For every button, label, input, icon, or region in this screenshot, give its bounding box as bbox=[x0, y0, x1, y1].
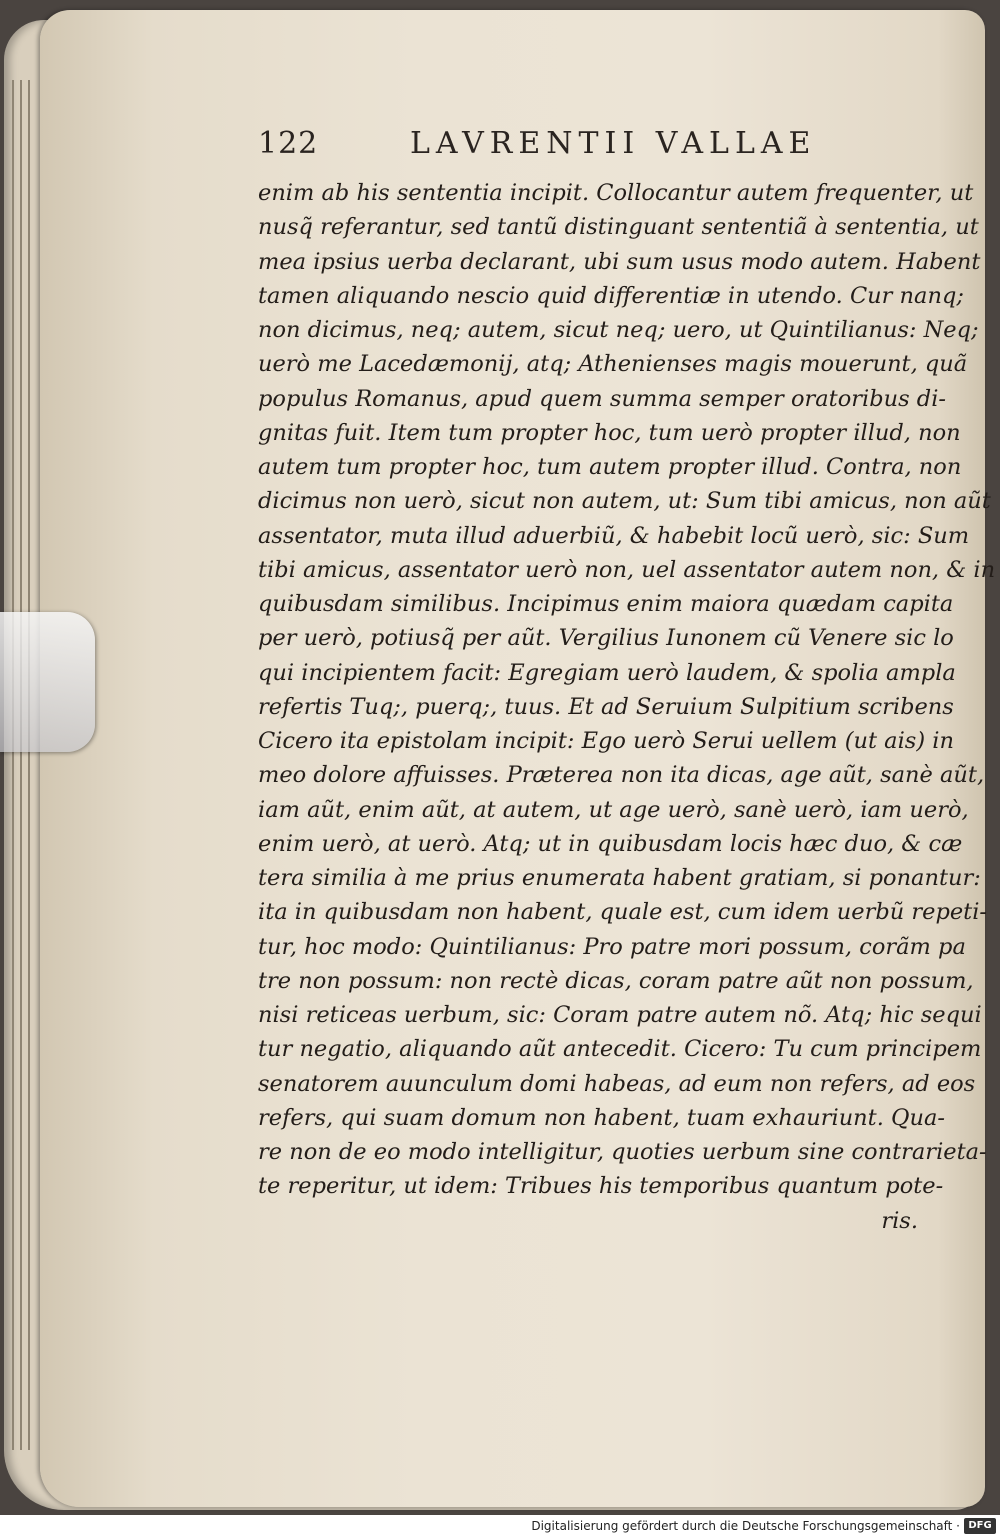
text-line: te reperitur, ut idem: Tribues his temporibus quantum pote- bbox=[258, 1173, 944, 1200]
text-line: mea ipsius uerba declarant, ubi sum usus modo autem. Habent bbox=[258, 248, 981, 275]
text-line: iam aũt, enim aũt, at autem, ut age uerò, sanè uerò, iam uerò, bbox=[258, 796, 969, 823]
text-line: tamen aliquando nescio quid differentiæ in utendo. Cur nanq; bbox=[258, 282, 964, 309]
text-line: uerò me Lacedæmonij, atq; Athenienses magis mouerunt, quã bbox=[258, 351, 968, 378]
text-line: non dicimus, neq; autem, sicut neq; uero, ut Quintilianus: Neq; bbox=[258, 317, 979, 343]
page-edge bbox=[28, 80, 30, 1450]
text-line: tur, hoc modo: Quintilianus: Pro patre mori possum, corãm pa bbox=[258, 933, 966, 960]
text-line: re non de eo modo intelligitur, quoties uerbum sine contrarieta- bbox=[258, 1139, 987, 1165]
dfg-logo: DFG bbox=[964, 1518, 996, 1534]
funding-credit: Digitalisierung gefördert durch die Deutsche Forschungsgemeinschaft · bbox=[531, 1519, 960, 1533]
text-line: assentator, muta illud aduerbiũ, & habebit locũ uerò, sic: Sum bbox=[258, 522, 970, 549]
footer-bar bbox=[0, 1515, 1000, 1539]
text-line: meo dolore affuisses. Præterea non ita dicas, age aũt, sanè aũt, bbox=[258, 762, 985, 789]
catchword-line: ris. bbox=[881, 1207, 918, 1234]
text-line: quibusdam similibus. Incipimus enim maiora quædam capita bbox=[258, 591, 954, 617]
text-line: enim ab his sententia incipit. Collocantur autem frequenter, ut bbox=[258, 180, 974, 206]
text-line: enim uerò, at uerò. Atq; ut in quibusdam locis hæc duo, & cæ bbox=[258, 830, 963, 857]
text-line: senatorem auunculum domi habeas, ad eum non refers, ad eos bbox=[258, 1070, 976, 1097]
text-line: qui incipientem facit: Egregiam uerò laudem, & spolia ampla bbox=[258, 659, 956, 686]
body-text bbox=[258, 176, 996, 1238]
page-number: 122 bbox=[258, 126, 319, 161]
text-line: tibi amicus, assentator uerò non, uel assentator autem non, & in bbox=[258, 556, 996, 583]
paper-clip bbox=[0, 612, 95, 752]
text-line: ita in quibusdam non habent, quale est, cum idem uerbũ repeti- bbox=[258, 899, 988, 926]
page-header bbox=[258, 126, 958, 170]
text-line: nusq̃ referantur, sed tantũ distinguant sententiã à sententia, ut bbox=[258, 214, 979, 241]
text-line: nisi reticeas uerbum, sic: Coram patre autem nõ. Atq; hic sequi bbox=[258, 1002, 982, 1028]
text-line: tur negatio, aliquando aũt antecedit. Cicero: Tu cum principem bbox=[258, 1036, 982, 1063]
text-line: gnitas fuit. Item tum propter hoc, tum uerò propter illud, non bbox=[258, 419, 961, 446]
page-edge bbox=[20, 80, 22, 1450]
text-line: refers, qui suam domum non habent, tuam exhauriunt. Qua- bbox=[258, 1104, 945, 1131]
text-line: autem tum propter hoc, tum autem propter illud. Contra, non bbox=[258, 454, 962, 480]
text-line: dicimus non uerò, sicut non autem, ut: Sum tibi amicus, non aũt bbox=[258, 488, 991, 515]
text-line: Cicero ita epistolam incipit: Ego uerò Serui uellem (ut ais) in bbox=[258, 728, 954, 754]
running-title: LAVRENTII VALLAE bbox=[410, 126, 817, 161]
text-line: populus Romanus, apud quem summa semper oratoribus di- bbox=[258, 385, 947, 412]
text-line: refertis Tuq;, puerq;, tuus. Et ad Seruium Sulpitium scribens bbox=[258, 693, 954, 720]
text-line: tera similia à me prius enumerata habent gratiam, si ponantur: bbox=[258, 865, 981, 891]
text-line: per uerò, potiusq̃ per aũt. Vergilius Iunonem cũ Venere sic lo bbox=[258, 625, 954, 652]
text-line: tre non possum: non rectè dicas, coram patre aũt non possum, bbox=[258, 967, 974, 994]
page-edge bbox=[12, 80, 14, 1450]
